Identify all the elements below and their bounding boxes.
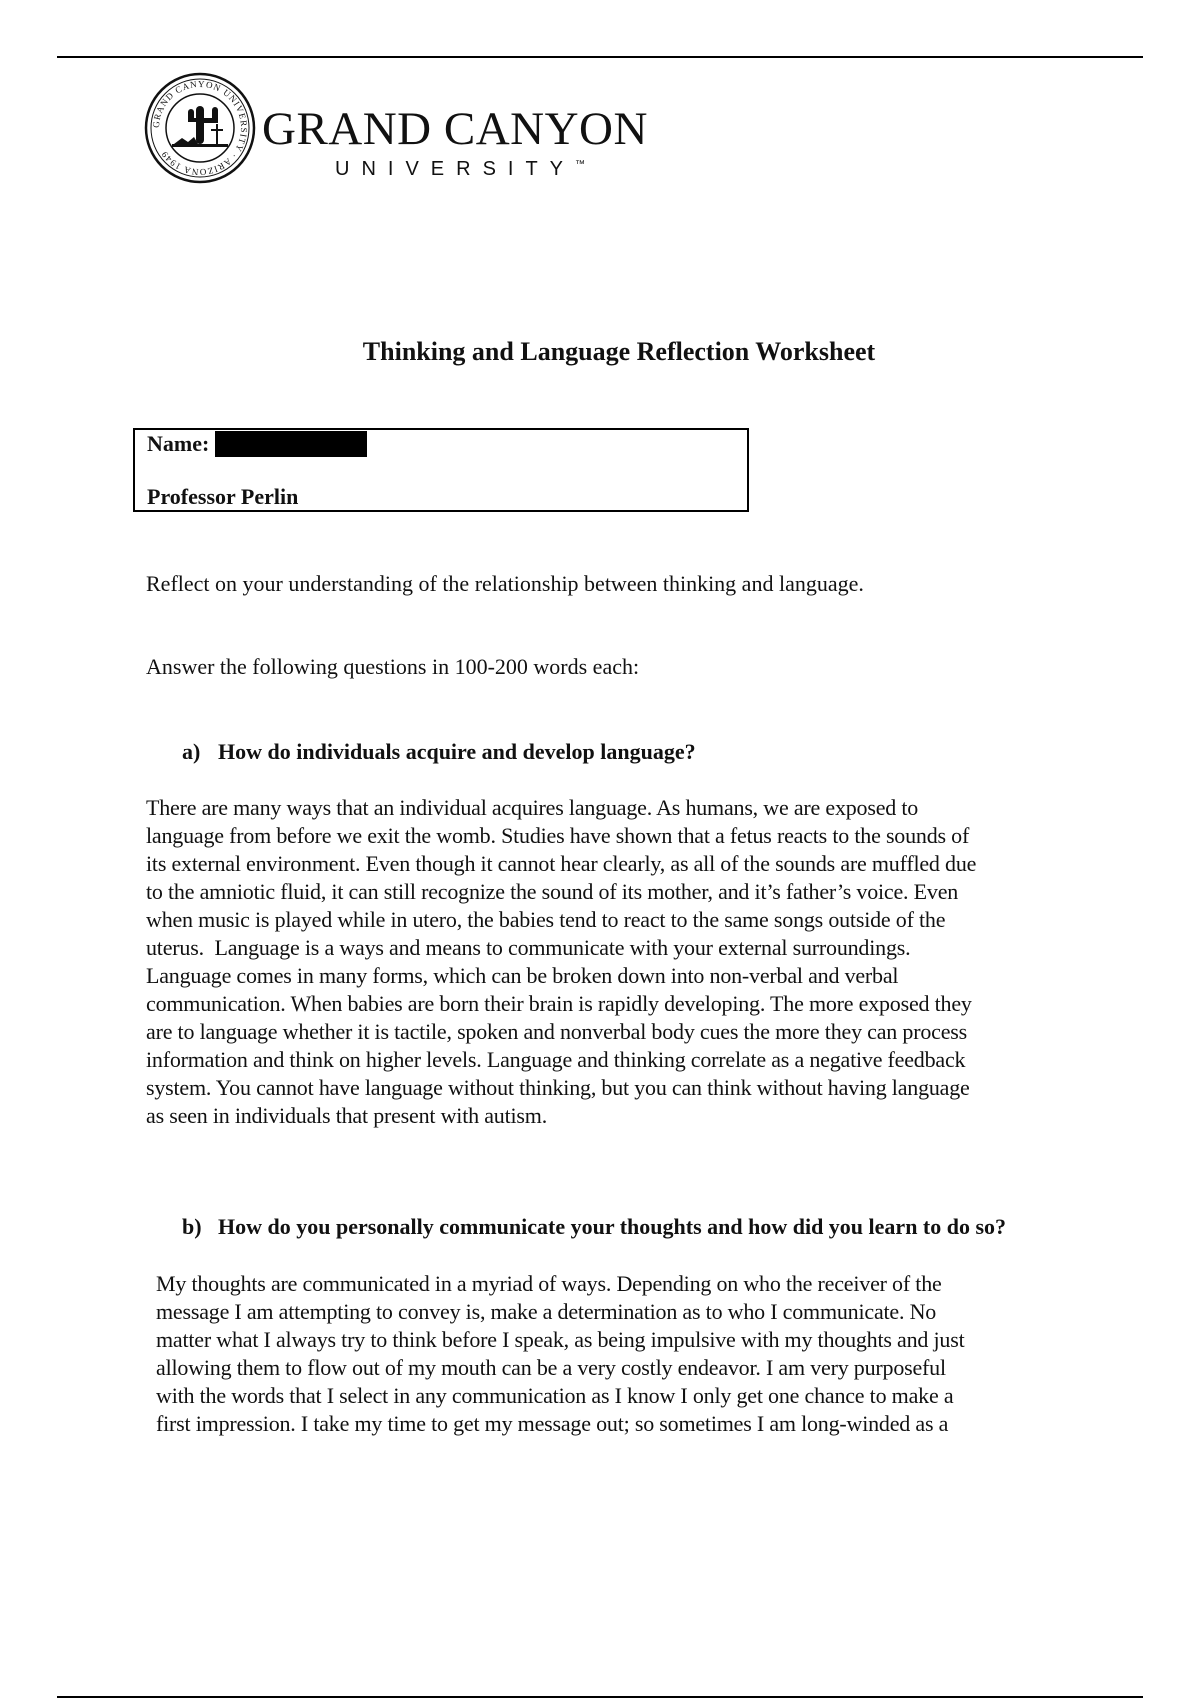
answer-a-line: language from before we exit the womb. Studies have shown that a fetus reacts to the sounds of: [146, 823, 970, 848]
answer-b-line: matter what I always try to think before I speak, as being impulsive with my thoughts and just: [156, 1327, 965, 1352]
answer-b-line: My thoughts are communicated in a myriad of ways. Depending on who the receiver of the: [156, 1271, 942, 1296]
question-a-text: How do individuals acquire and develop language?: [218, 739, 696, 764]
name-label: Name:: [147, 431, 210, 456]
answer-a-line: system. You cannot have language without thinking, but you can think without having language: [146, 1075, 970, 1100]
answer-b-line: with the words that I select in any communication as I know I only get one chance to make a: [156, 1383, 954, 1408]
university-logo: [144, 72, 648, 184]
answer-a-line: its external environment. Even though it cannot hear clearly, as all of the sounds are muffled due: [146, 851, 977, 876]
answer-a-line: are to language whether it is tactile, spoken and nonverbal body cues the more they can process: [146, 1019, 967, 1044]
answer-b: [156, 1270, 965, 1438]
university-seal-icon: [144, 72, 256, 184]
answer-a: [146, 794, 976, 1130]
answer-b-line: message I am attempting to convey is, make a determination as to who I communicate. No: [156, 1299, 937, 1324]
answer-a-line: information and think on higher levels. Language and thinking correlate as a negative feedback: [146, 1047, 966, 1072]
answer-a-line: There are many ways that an individual acquires language. As humans, we are exposed to: [146, 795, 919, 820]
answer-a-line: to the amniotic fluid, it can still recognize the sound of its mother, and it’s father’s voice. Even: [146, 879, 959, 904]
answer-b-line: allowing them to flow out of my mouth can be a very costly endeavor. I am very purposeful: [156, 1355, 946, 1380]
answer-a-line: Language comes in many forms, which can be broken down into non-verbal and verbal: [146, 963, 899, 988]
professor-name: Professor Perlin: [147, 484, 299, 509]
university-subtitle-text: UNIVERSITY: [335, 158, 576, 180]
instructions: Answer the following questions in 100-200 words each:: [146, 654, 640, 679]
university-subtitle: [335, 159, 585, 179]
answer-a-line: as seen in individuals that present with autism.: [146, 1103, 547, 1128]
trademark-symbol: ™: [575, 159, 586, 170]
answer-a-line: uterus. Language is a ways and means to communicate with your external surroundings.: [146, 935, 911, 960]
answer-b-line: first impression. I take my time to get my message out; so sometimes I am long-winded as a: [156, 1411, 949, 1436]
top-rule: [57, 56, 1143, 58]
answer-a-line: communication. When babies are born their brain is rapidly developing. The more exposed they: [146, 991, 972, 1016]
name-redaction: [215, 431, 367, 457]
question-b-text: How do you personally communicate your thoughts and how did you learn to do so?: [218, 1214, 1007, 1239]
answer-a-line: when music is played while in utero, the babies tend to react to the same songs outside of the: [146, 907, 946, 932]
question-a: [182, 738, 696, 766]
question-b: [182, 1213, 1006, 1241]
university-wordmark: GRAND CANYON: [262, 103, 648, 155]
name-row: [147, 430, 367, 458]
bottom-rule: [57, 1696, 1143, 1698]
seal-ring-text: GRAND CANYON UNIVERSITY · ARIZONA 1949: [150, 78, 250, 178]
question-b-marker: b): [182, 1214, 202, 1239]
student-info-box: [133, 428, 749, 512]
reflect-prompt: Reflect on your understanding of the relationship between thinking and language.: [146, 571, 864, 596]
worksheet-title: Thinking and Language Reflection Worksheet: [362, 337, 876, 366]
question-a-marker: a): [182, 739, 201, 764]
